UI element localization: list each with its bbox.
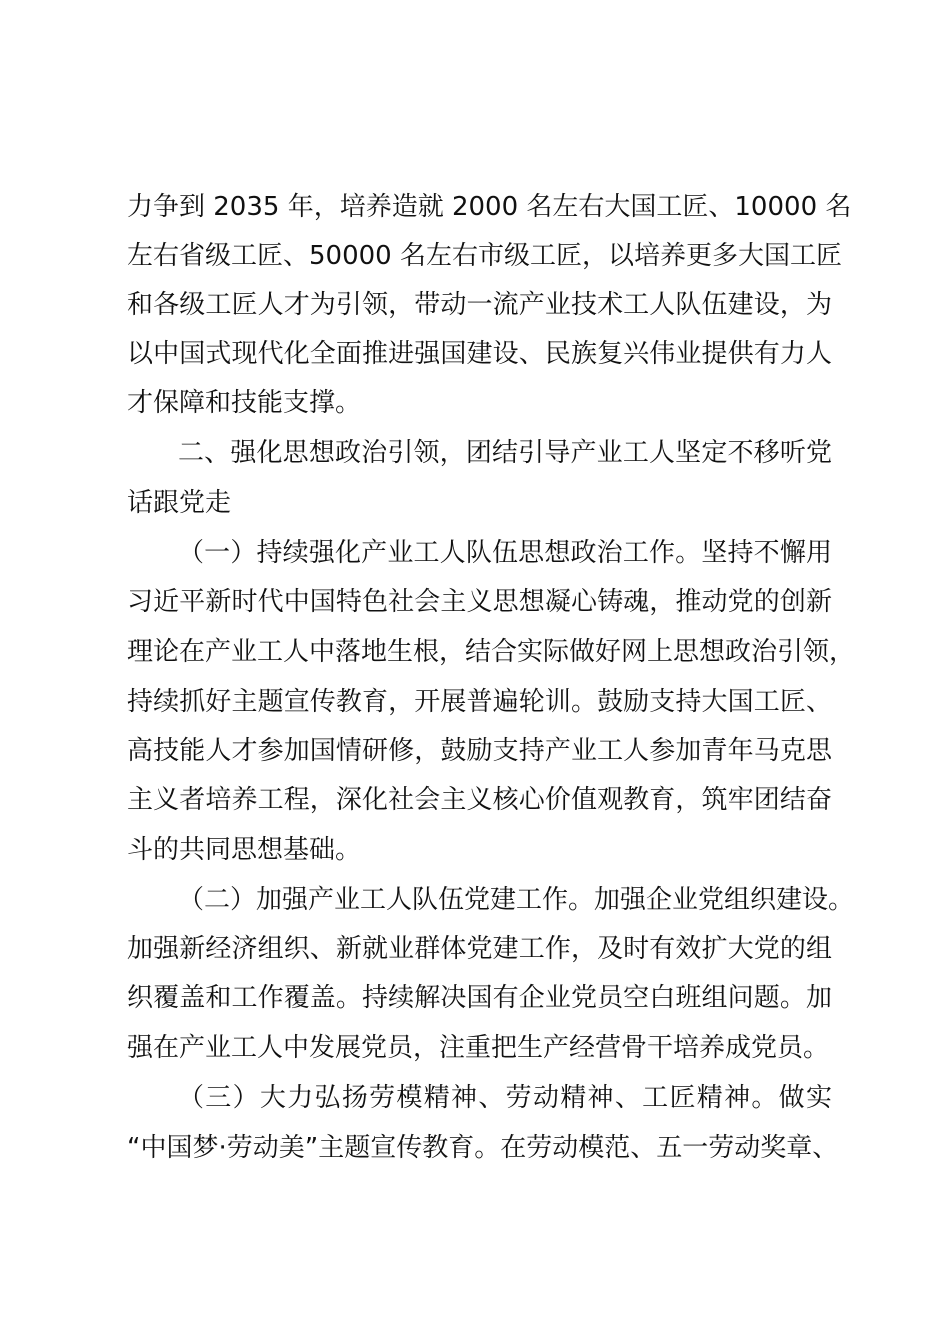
- text-line: 以中国式现代化全面推进强国建设、民族复兴伟业提供有力人: [127, 339, 832, 369]
- text-line: 习近平新时代中国特色社会主义思想凝心铸魂，推动党的创新: [127, 587, 832, 617]
- text-line: 理论在产业工人中落地生根，结合实际做好网上思想政治引领，: [127, 637, 856, 667]
- text-line: 持续抓好主题宣传教育，开展普遍轮训。鼓励支持大国工匠、: [127, 687, 832, 717]
- text-line: 二、强化思想政治引领，团结引导产业工人坚定不移听党: [178, 438, 832, 468]
- text-line: 织覆盖和工作覆盖。持续解决国有企业党员空白班组问题。加: [127, 983, 832, 1013]
- text-line: 和各级工匠人才为引领，带动一流产业技术工人队伍建设，为: [127, 290, 832, 320]
- text-line: （一）持续强化产业工人队伍思想政治工作。坚持不懈用: [178, 538, 832, 568]
- text-line: 左右省级工匠、50000 名左右市级工匠，以培养更多大国工匠: [127, 241, 842, 271]
- text-line: 斗的共同思想基础。: [127, 835, 362, 865]
- text-line: 高技能人才参加国情研修，鼓励支持产业工人参加青年马克思: [127, 736, 832, 766]
- text-line: 强在产业工人中发展党员，注重把生产经营骨干培养成党员。: [127, 1033, 830, 1063]
- text-line: 加强新经济组织、新就业群体党建工作，及时有效扩大党的组: [127, 934, 832, 964]
- text-line: 才保障和技能支撑。: [127, 388, 362, 418]
- text-line: 话跟党走: [127, 488, 232, 518]
- text-line: 力争到 2035 年，培养造就 2000 名左右大国工匠、10000 名: [127, 192, 852, 222]
- text-line: “中国梦·劳动美”主题宣传教育。在劳动模范、五一劳动奖章、: [127, 1133, 839, 1163]
- text-line: （三）大力弘扬劳模精神、劳动精神、工匠精神。做实: [178, 1083, 832, 1113]
- text-line: （二）加强产业工人队伍党建工作。加强企业党组织建设。: [178, 885, 855, 915]
- text-line: 主义者培养工程，深化社会主义核心价值观教育，筑牢团结奋: [127, 785, 832, 815]
